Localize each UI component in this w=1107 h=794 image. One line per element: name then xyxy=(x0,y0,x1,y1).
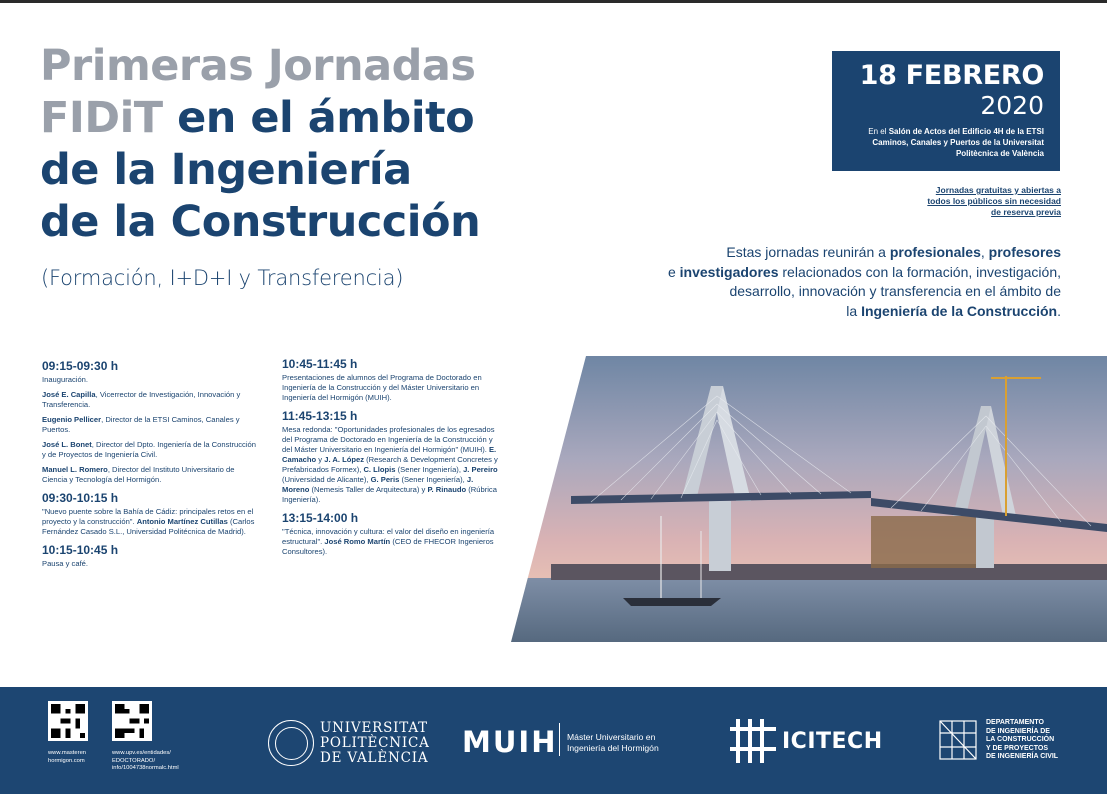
icitech-mark-icon xyxy=(728,717,778,770)
qr-2-url-line: EDOCTORADO/ xyxy=(112,757,156,764)
speaker-role: , Director del Dpto. Ingeniería de la Construcción y de Proyectos de Ingeniería Civil. xyxy=(42,440,256,459)
speaker-affiliation: (Nemesis Taller de Arquitectura) y xyxy=(309,485,428,494)
qr-1-url[interactable] xyxy=(48,750,86,765)
department-name-line: DEPARTAMENTO xyxy=(986,719,1044,726)
date-box xyxy=(832,51,1060,171)
title-line-4: de la Construcción xyxy=(40,197,481,247)
bridge-photo xyxy=(511,356,1107,642)
muih-name-line: Ingeniería del Hormigón xyxy=(567,743,659,753)
speaker-affiliation: (Universidad de Alicante), xyxy=(282,475,371,484)
speaker-role: , Director del Instituto Universitario de Ciencia y Tecnología del Hormigón. xyxy=(42,465,235,484)
department-mark-icon xyxy=(938,719,978,766)
speaker-affiliation: (CEO de FHECOR Ingenieros Consultores). xyxy=(282,537,494,556)
icitech-logo: ICITECH xyxy=(782,729,883,754)
intro-bold-1: profesionales xyxy=(889,244,981,260)
session-text xyxy=(42,507,257,537)
event-date: 18 FEBRERO xyxy=(859,60,1044,91)
department-name-line: DE INGENIERÍA DE xyxy=(986,727,1050,735)
intro-text-1: Estas jornadas reunirán a xyxy=(726,244,890,260)
program-session xyxy=(42,491,257,537)
upv-name-line: POLITÈCNICA xyxy=(320,735,430,751)
event-place xyxy=(842,126,1044,159)
speaker-name: Manuel L. Romero xyxy=(42,465,108,474)
event-year: 2020 xyxy=(980,91,1044,120)
qr-code-doctorado[interactable] xyxy=(112,701,152,741)
session-time: 13:15-14:00 h xyxy=(282,511,359,525)
program-session xyxy=(282,409,502,505)
upv-logo xyxy=(268,720,430,766)
department-name-line: DE INGENIERÍA CIVIL xyxy=(986,753,1059,761)
speaker-name: C. Llopis xyxy=(363,465,396,474)
place-name: Salón de Actos del Edificio 4H de la ETSI Caminos, Canales y Puertos de la Universitat Politècnica de València xyxy=(872,127,1044,158)
program-session xyxy=(42,543,257,569)
speaker xyxy=(42,465,257,485)
intro-text-2: , xyxy=(980,244,989,260)
qr-2-url-line: www.upv.es/entidades/ xyxy=(112,750,171,756)
footer-bar xyxy=(0,687,1107,794)
intro-text-7: . xyxy=(1057,302,1061,319)
title-fidit: FIDiT xyxy=(40,93,163,143)
speaker-name: Antonio Martínez Cutillas xyxy=(136,517,228,526)
top-rule xyxy=(0,0,1107,3)
program-column-2 xyxy=(282,357,502,563)
session-text: Pausa y café. xyxy=(42,559,89,568)
speaker-affiliation: (Sener Ingeniería), xyxy=(399,475,467,484)
speaker-name: José L. Bonet xyxy=(42,440,92,449)
title-line-3: de la Ingeniería xyxy=(40,145,412,195)
department-name xyxy=(986,719,1058,762)
qr-1-url-line: www.masteren xyxy=(48,750,87,756)
subtitle: (Formación, I+D+I y Transferencia) xyxy=(41,266,404,290)
program-column-1 xyxy=(42,359,257,575)
session-time: 10:15-10:45 h xyxy=(42,543,119,557)
speaker-name: José E. Capilla xyxy=(42,390,96,399)
department-name-line: Y DE PROYECTOS xyxy=(986,744,1048,752)
department-name-line: LA CONSTRUCCIÓN xyxy=(986,736,1055,744)
page-title xyxy=(40,40,480,248)
session-time: 11:45-13:15 h xyxy=(282,409,358,423)
intro-bold-2: profesores xyxy=(988,244,1061,260)
session-text xyxy=(282,527,502,557)
speaker xyxy=(42,440,257,460)
speaker-name: J. Moreno xyxy=(282,475,474,494)
speaker-role: , Director de la ETSI Caminos, Canales y Puertos. xyxy=(42,415,240,434)
muih-name xyxy=(567,732,659,754)
speaker-affiliation: (Rúbrica Ingeniería). xyxy=(282,485,497,504)
program-session xyxy=(282,511,502,557)
title-line-1: Primeras Jornadas xyxy=(40,41,476,91)
muih-logo: MUIH xyxy=(462,725,558,759)
speaker-name: José Romo Martín xyxy=(324,537,391,546)
session-time: 09:30-10:15 h xyxy=(42,491,119,505)
speaker-name: J. A. López xyxy=(324,455,365,464)
upv-name-line: DE VALÈNCIA xyxy=(320,750,429,766)
speaker xyxy=(42,390,257,410)
free-notice-line-1: Jornadas gratuitas y abiertas a xyxy=(935,185,1061,195)
session-text: Inauguración. xyxy=(42,375,89,384)
qr-1-url-line: hormigon.com xyxy=(48,757,85,764)
free-notice-line-3: de reserva previa xyxy=(991,207,1061,217)
speaker-name: G. Peris xyxy=(370,475,400,484)
upv-seal-icon xyxy=(268,720,314,766)
intro-text-4: relacionados con la formación, investigación, xyxy=(778,263,1061,280)
qr-2-url[interactable] xyxy=(112,750,179,773)
connector: y xyxy=(316,455,325,464)
intro-text-3: e xyxy=(667,263,680,280)
session-time: 10:45-11:45 h xyxy=(282,357,358,371)
program-session xyxy=(282,357,502,403)
speaker-name: Eugenio Pellicer xyxy=(42,415,102,424)
speaker-role: , Vicerrector de Investigación, Innovación y Transferencia. xyxy=(42,390,241,409)
place-prefix: En el xyxy=(868,127,887,136)
intro-bold-4: Ingeniería de la Construcción xyxy=(861,302,1058,319)
session-time: 09:15-09:30 h xyxy=(42,359,119,373)
panel-title: Mesa redonda: "Oportunidades profesionales de los egresados del Programa de Doctorado en Ingeniería de la Construcción y del Máster Universitario en Ingeniería del Hormigón" (MUIH). xyxy=(282,425,495,454)
speaker xyxy=(42,415,257,435)
intro-bold-3: investigadores xyxy=(679,263,779,280)
speaker-name: E. Camacho xyxy=(282,445,497,464)
session-text xyxy=(282,425,502,505)
free-notice-line-2: todos los públicos sin necesidad xyxy=(927,196,1061,206)
upv-name-line: UNIVERSITAT xyxy=(320,720,428,736)
free-notice[interactable] xyxy=(900,185,1061,218)
intro-text xyxy=(600,243,1061,321)
speaker-affiliation: (Sener Ingeniería), xyxy=(395,465,464,474)
talk-title: "Nuevo puente sobre la Bahía de Cádiz: principales retos en el proyecto y la construcción". xyxy=(42,507,254,526)
upv-name xyxy=(320,721,430,766)
qr-code-muih[interactable] xyxy=(48,701,88,741)
intro-text-5: desarrollo, innovación y transferencia en el ámbito de xyxy=(729,283,1061,299)
qr-2-url-line: info/1004738normalc.html xyxy=(112,765,179,771)
speaker-affiliation: (Carlos Fernández Casado S.L., Universidad Politécnica de Madrid). xyxy=(42,517,255,536)
intro-text-6: la xyxy=(846,302,862,319)
muih-divider xyxy=(559,723,560,756)
speaker-affiliation: (Research & Development Concretes y Prefabricados Formex), xyxy=(282,455,498,474)
speaker-name: J. Pereiro xyxy=(463,465,498,474)
talk-title: "Técnica, innovación y cultura: el valor del diseño en ingeniería estructural". xyxy=(282,527,495,546)
session-text: Presentaciones de alumnos del Programa de Doctorado en Ingeniería de la Construcción y del Máster Universitario en Ingeniería del Hormigón (MUIH). xyxy=(282,373,482,402)
muih-name-line: Máster Universitario en xyxy=(567,732,656,742)
title-line-2 xyxy=(40,92,480,144)
speaker-name: P. Rinaudo xyxy=(427,485,467,494)
title-line-2-rest: en el ámbito xyxy=(162,93,475,143)
program-session xyxy=(42,359,257,485)
